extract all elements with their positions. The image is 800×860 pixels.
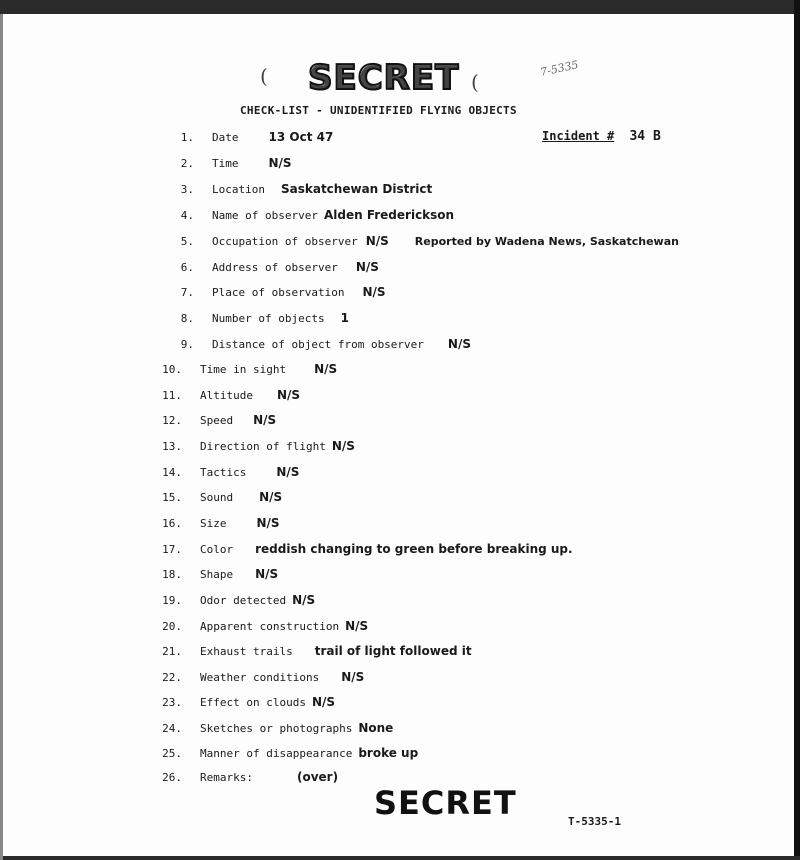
checklist-item <box>172 234 679 248</box>
item-label: Number of objects <box>212 312 325 325</box>
item-label: Name of observer <box>212 209 318 222</box>
item-value: Saskatchewan District <box>280 182 433 196</box>
handwritten-note: 7-5335 <box>539 58 580 79</box>
item-label: Sound <box>200 491 234 504</box>
incident-value: 34 B <box>629 129 661 144</box>
item-number: 17. <box>162 543 182 556</box>
item-label: Tactics <box>200 466 247 479</box>
item-value: 13 Oct 47 <box>268 130 334 144</box>
item-value: None <box>358 721 394 735</box>
item-label: Time <box>212 157 239 170</box>
item-label: Color <box>200 543 234 556</box>
item-value: N/S <box>253 413 277 427</box>
scan-border-right <box>794 0 800 860</box>
item-label: Date <box>212 131 239 144</box>
secret-stamp-bottom: SECRET <box>374 784 517 822</box>
item-label: Direction of flight <box>200 440 326 453</box>
item-label: Weather conditions <box>200 671 320 684</box>
item-number: 13. <box>162 440 182 453</box>
checklist-item <box>160 695 335 709</box>
item-value: broke up <box>358 746 419 760</box>
item-extra-note: Reported by Wadena News, Saskatchewan <box>414 235 679 248</box>
item-number: 16. <box>162 517 182 530</box>
item-value: N/S <box>256 516 280 530</box>
item-number: 11. <box>162 389 182 402</box>
secret-stamp-top: SECRET <box>308 58 460 98</box>
checklist-item <box>160 721 393 735</box>
item-value: N/S <box>276 465 300 479</box>
checklist-item <box>160 413 276 427</box>
item-label: Size <box>200 517 227 530</box>
item-value: N/S <box>331 439 355 453</box>
checklist-item <box>160 670 364 684</box>
item-number: 12. <box>162 414 182 427</box>
item-label: Exhaust trails <box>200 645 293 658</box>
item-value: N/S <box>362 285 386 299</box>
checklist-item <box>160 593 315 607</box>
item-number: 26. <box>162 771 182 784</box>
checklist-item <box>160 388 300 402</box>
item-number: 22. <box>162 671 182 684</box>
checklist-item <box>160 542 573 556</box>
item-label: Shape <box>200 568 234 581</box>
item-value: N/S <box>255 567 279 581</box>
checklist-item <box>160 567 278 581</box>
item-number: 7. <box>180 286 194 299</box>
item-value: 1 <box>340 311 349 325</box>
item-number: 20. <box>162 620 182 633</box>
item-number: 8. <box>180 312 194 325</box>
bracket-mark-right: ( <box>471 70 479 94</box>
item-value: (over) <box>296 770 339 784</box>
incident-label: Incident # <box>542 129 615 143</box>
checklist-item <box>172 337 471 351</box>
item-label: Altitude <box>200 389 253 402</box>
item-number: 2. <box>180 157 194 170</box>
checklist-item <box>160 465 299 479</box>
checklist-item <box>172 182 432 196</box>
checklist-item <box>160 490 282 504</box>
checklist-item <box>160 516 280 530</box>
scan-edge-left <box>0 14 3 860</box>
item-label: Sketches or photographs <box>200 722 353 735</box>
item-value: N/S <box>259 490 283 504</box>
item-label: Time in sight <box>200 363 287 376</box>
incident-number <box>542 129 661 144</box>
item-value: N/S <box>268 156 292 170</box>
item-number: 23. <box>162 696 182 709</box>
checklist-item <box>172 285 386 299</box>
item-number: 21. <box>162 645 182 658</box>
checklist-item <box>160 439 355 453</box>
item-value: N/S <box>345 619 369 633</box>
item-value: Alden Frederickson <box>323 208 455 222</box>
checklist-item <box>172 156 292 170</box>
checklist-item <box>160 362 337 376</box>
item-number: 6. <box>180 261 194 274</box>
item-label: Location <box>212 183 265 196</box>
item-value: N/S <box>341 670 365 684</box>
document-number: T-5335-1 <box>568 815 621 828</box>
checklist-item <box>160 619 368 633</box>
item-value: N/S <box>447 337 471 351</box>
item-label: Occupation of observer <box>212 235 358 248</box>
scan-border-bottom <box>0 856 800 860</box>
item-value: N/S <box>311 695 336 709</box>
item-number: 24. <box>162 722 182 735</box>
item-value: N/S <box>355 260 379 274</box>
item-number: 19. <box>162 594 182 607</box>
checklist-item <box>160 644 472 658</box>
item-value: N/S <box>292 593 316 607</box>
checklist-item <box>172 130 333 144</box>
item-number: 3. <box>180 183 194 196</box>
item-label: Apparent construction <box>200 620 340 633</box>
form-heading: CHECK-LIST - UNIDENTIFIED FLYING OBJECTS <box>240 104 517 117</box>
item-value: N/S <box>365 234 389 248</box>
scan-border-top <box>0 0 800 14</box>
item-label: Manner of disappearance <box>200 747 353 760</box>
item-label: Effect on clouds <box>200 696 306 709</box>
item-number: 1. <box>180 131 194 144</box>
item-label: Remarks: <box>200 771 253 784</box>
item-value: N/S <box>276 388 301 402</box>
checklist-item <box>172 311 349 325</box>
item-number: 25. <box>162 747 182 760</box>
checklist-item <box>172 208 454 222</box>
item-number: 5. <box>180 235 194 248</box>
item-label: Place of observation <box>212 286 345 299</box>
checklist-item <box>160 770 338 784</box>
item-label: Address of observer <box>212 261 338 274</box>
item-value: reddish changing to green before breaking up. <box>255 542 573 556</box>
item-value: trail of light followed it <box>314 644 472 658</box>
bracket-mark-left: ( <box>260 64 268 88</box>
item-number: 14. <box>162 466 182 479</box>
item-label: Distance of object from observer <box>212 338 424 351</box>
item-label: Speed <box>200 414 234 427</box>
checklist-item <box>160 746 418 760</box>
item-number: 4. <box>180 209 194 222</box>
item-number: 10. <box>162 363 182 376</box>
item-number: 9. <box>180 338 194 351</box>
item-label: Odor detected <box>200 594 287 607</box>
item-value: N/S <box>314 362 338 376</box>
checklist-item <box>172 260 379 274</box>
item-number: 18. <box>162 568 182 581</box>
item-number: 15. <box>162 491 182 504</box>
